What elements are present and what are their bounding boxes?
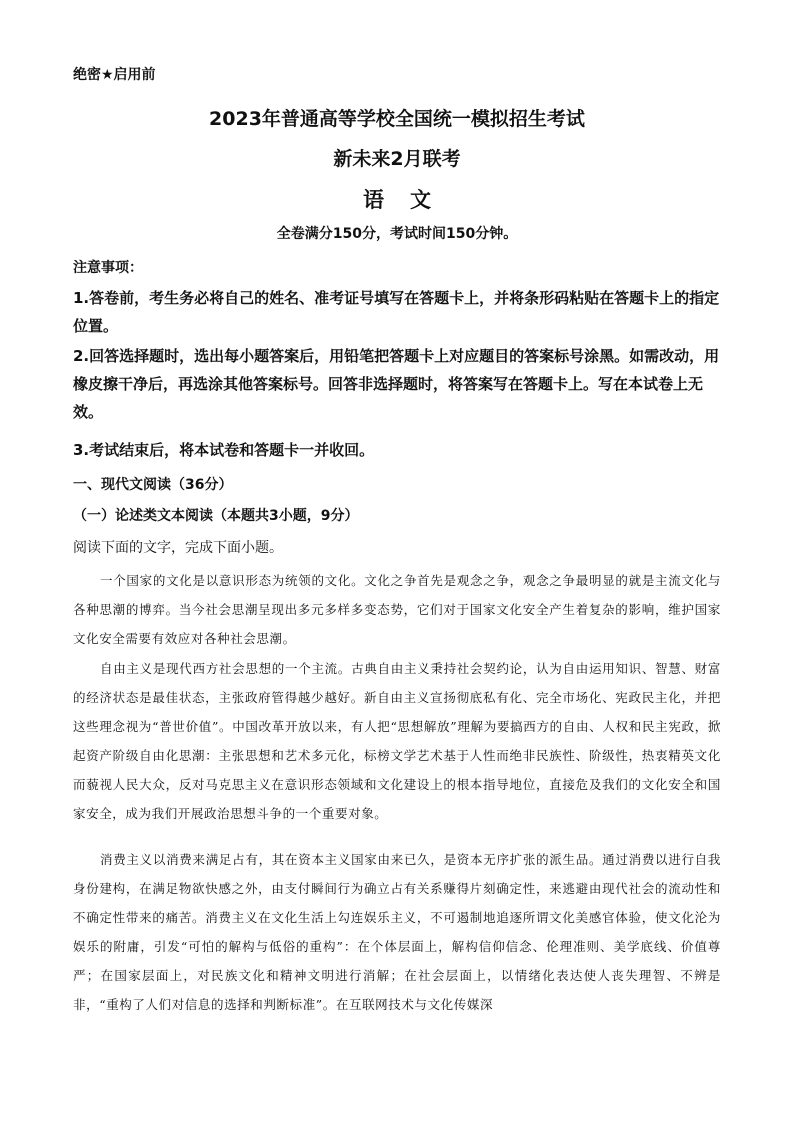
notice-heading: 注意事项： <box>73 260 143 276</box>
subject-title: 语文 <box>363 188 457 212</box>
exam-subtitle: 新未来2月联考 <box>333 148 461 170</box>
exam-title: 2023年普通高等学校全国统一模拟招生考试 <box>209 108 585 130</box>
part-title: 一、现代文阅读（36分） <box>73 477 233 493</box>
confidential-label: 绝密★启用前 <box>73 67 156 83</box>
score-time-note: 全卷满分150分，考试时间150分钟。 <box>276 226 518 242</box>
reading-instruction: 阅读下面的文字，完成下面小题。 <box>73 540 283 556</box>
notice-item: 1.答卷前，考生务必将自己的姓名、准考证号填写在答题卡上，并将条形码粘贴在答题卡上的指定位置。 <box>73 289 720 335</box>
passage-paragraph: 消费主义以消费来满足占有，其在资本主义国家由来已久，是资本无序扩张的派生品。通过消费以进行自我身份建构，在满足物欲快感之外，由支付瞬间行为确立占有关系赚得片刻确定性，来逃避由现代社会的流动性和不确定性带来的痛苦。消费主义在文化生活上勾连娱乐主义，不可遏制地追逐所谓文化美感官体验，使文化沦为娱乐的附庸，引发“可怕的解构与低俗的重构”：在个体层面上，解构信仰信念、伦理准则、美学底线、价值尊严；在国家层面上，对民族文化和精神文明进行消解；在社会层面上，以情绪化表达使人丧失理智、不辨是非，“重构了人们对信息的选择和判断标准”。在互联网技术与文化传媒深 <box>73 852 721 1012</box>
sub-section-title: （一）论述类文本阅读（本题共3小题，9分） <box>73 508 359 524</box>
passage-paragraph: 一个国家的文化是以意识形态为统领的文化。文化之争首先是观念之争，观念之争最明显的就是主流文化与各种思潮的博弈。当今社会思潮呈现出多元多样多变态势，它们对于国家文化安全产生着复杂的影响，维护国家文化安全需要有效应对各种社会思潮。 <box>73 573 721 646</box>
passage-paragraph: 自由主义是现代西方社会思想的一个主流。古典自由主义秉持社会契约论，认为自由运用知识、智慧、财富的经济状态是最佳状态，主张政府管得越少越好。新自由主义宣扬彻底私有化、完全市场化、宪政民主化，并把这些理念视为“普世价值”。中国改革开放以来，有人把“思想解放”理解为要搞西方的自由、人权和民主宪政，掀起资产阶级自由化思潮：主张思想和艺术多元化，标榜文学艺术基于人性而绝非民族性、阶级性，热衷精英文化而藐视人民大众，反对马克思主义在意识形态领域和文化建设上的根本指导地位，直接危及我们的文化安全和国家安全，成为我们开展政治思想斗争的一个重要对象。 <box>73 661 721 821</box>
notice-item: 3.考试结束后，将本试卷和答题卡一并收回。 <box>73 441 375 459</box>
notice-item: 2.回答选择题时，选出每小题答案后，用铅笔把答题卡上对应题目的答案标号涂黑。如需改动，用橡皮擦干净后，再选涂其他答案标号。回答非选择题时，将答案写在答题卡上。写在本试卷上无效。 <box>73 347 720 421</box>
